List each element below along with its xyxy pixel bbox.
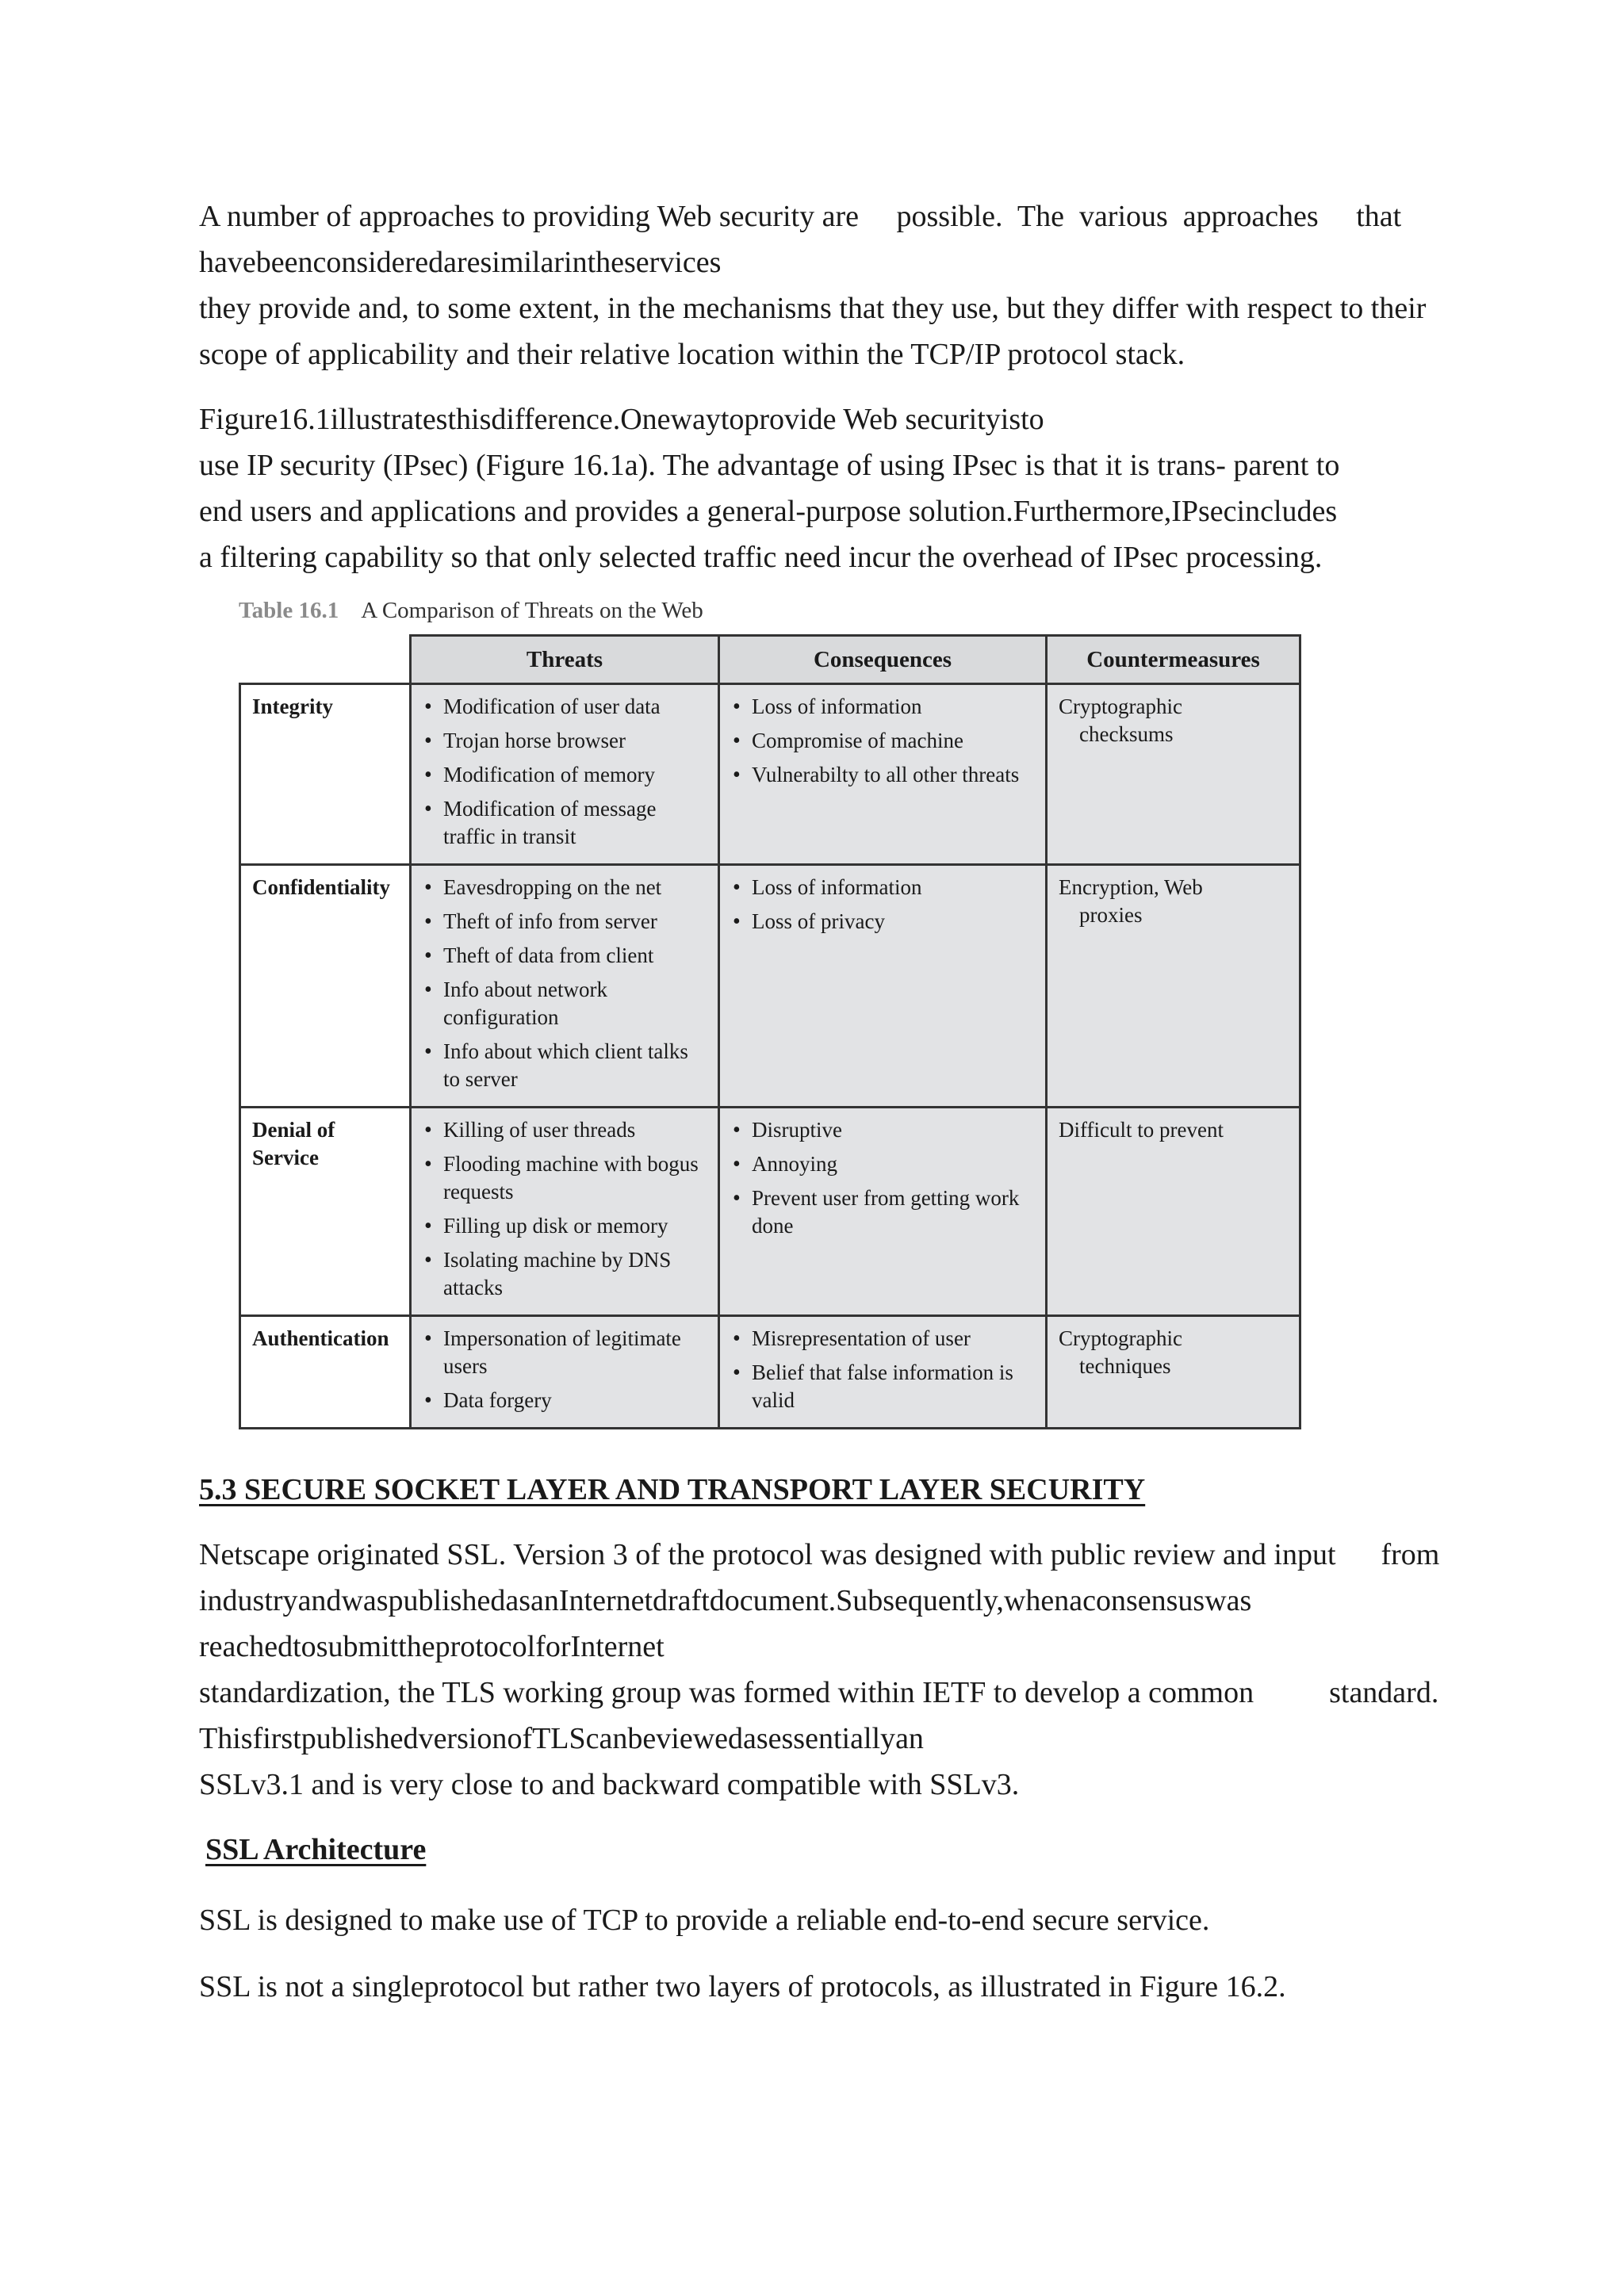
word: a bbox=[1069, 1584, 1083, 1617]
word: in bbox=[564, 246, 588, 279]
word: as bbox=[743, 1722, 768, 1755]
word: 16.1 bbox=[278, 403, 331, 436]
word: was bbox=[1205, 1584, 1252, 1617]
row-label: Confidentiality bbox=[240, 865, 411, 1108]
list-item: • Misrepresentation of user bbox=[731, 1325, 1034, 1353]
list-item: • Loss of privacy bbox=[731, 908, 1034, 936]
list-item: • Impersonation of legitimate users bbox=[423, 1325, 707, 1380]
countermeasure-text: Cryptographic bbox=[1059, 1326, 1182, 1350]
column-header-threats: Threats bbox=[411, 636, 719, 684]
text-line: SSL is designed to make use of TCP to provide a reliable end-to-end secure service. bbox=[199, 1904, 1210, 1937]
text-line-justified bbox=[199, 1578, 1438, 1624]
word: and bbox=[297, 1584, 342, 1617]
paragraph-approaches bbox=[199, 193, 1438, 377]
row-label: Integrity bbox=[240, 684, 411, 865]
list-item: • Theft of info from server bbox=[423, 908, 707, 936]
table-caption bbox=[239, 593, 1301, 628]
text-line: a filtering capability so that only selected traffic need incur the overhead of IPsec processing. bbox=[199, 541, 1323, 574]
threats-list bbox=[423, 1116, 707, 1302]
threats-table bbox=[239, 634, 1301, 1429]
text-line-justified bbox=[199, 239, 1438, 285]
list-item: • Loss of information bbox=[731, 693, 1034, 721]
threats-cell bbox=[411, 1108, 719, 1316]
word: similar bbox=[480, 246, 565, 279]
word: this bbox=[447, 403, 492, 436]
consequences-cell bbox=[719, 1108, 1047, 1316]
threats-cell bbox=[411, 1316, 719, 1429]
table-row bbox=[240, 684, 1300, 865]
countermeasures-cell bbox=[1047, 1108, 1300, 1316]
table-row bbox=[240, 865, 1300, 1108]
word: provide Web security bbox=[744, 403, 1001, 436]
countermeasure-text-continued: proxies bbox=[1079, 903, 1143, 927]
countermeasures-cell bbox=[1047, 1316, 1300, 1429]
threats-cell bbox=[411, 684, 719, 865]
text-line: scope of applicability and their relative location within the TCP/IP protocol stack. bbox=[199, 338, 1185, 371]
paragraph-figure-16-1 bbox=[199, 396, 1438, 580]
threats-list bbox=[423, 874, 707, 1093]
paragraph-ssl-layers bbox=[199, 1964, 1438, 2010]
word: published bbox=[388, 1584, 506, 1617]
list-item: • Eavesdropping on the net bbox=[423, 874, 707, 901]
countermeasure-text-continued: techniques bbox=[1079, 1354, 1171, 1378]
list-item: • Info about which client talks to server bbox=[423, 1038, 707, 1093]
word: of bbox=[507, 1722, 533, 1755]
list-item: • Belief that false information is valid bbox=[731, 1359, 1034, 1414]
word: document. bbox=[709, 1584, 837, 1617]
word: Figure bbox=[199, 403, 278, 436]
word: Internet bbox=[558, 1584, 653, 1617]
table-row bbox=[240, 1108, 1300, 1316]
subheading-block bbox=[205, 1827, 1445, 1872]
consequences-list bbox=[731, 874, 1034, 936]
word: end users and applications and provides a general-purpose solution. bbox=[199, 495, 1013, 528]
table-caption-number: Table 16.1 bbox=[239, 598, 339, 623]
text-line: Netscape originated SSL. Version 3 of the protocol was designed with public review and input from bbox=[199, 1538, 1440, 1571]
consequences-list bbox=[731, 693, 1034, 789]
list-item: • Data forgery bbox=[423, 1387, 707, 1414]
word: draft bbox=[653, 1584, 710, 1617]
list-item: • Info about network configuration bbox=[423, 976, 707, 1031]
word: services bbox=[624, 246, 722, 279]
text-line: use IP security (IPsec) (Figure 16.1a). The advantage of using IPsec is that it is trans- parent to bbox=[199, 449, 1340, 482]
list-item: • Modification of memory bbox=[423, 761, 707, 789]
list-item: • Vulnerabilty to all other threats bbox=[731, 761, 1034, 789]
word: been bbox=[255, 246, 313, 279]
text-line: SSLv3.1 and is very close to and backward compatible with SSLv3. bbox=[199, 1768, 1020, 1801]
word: viewed bbox=[656, 1722, 743, 1755]
list-item: • Prevent user from getting work done bbox=[731, 1184, 1034, 1240]
word: illustrates bbox=[330, 403, 448, 436]
threats-list bbox=[423, 693, 707, 851]
word: for bbox=[535, 1630, 571, 1663]
list-item: • Filling up disk or memory bbox=[423, 1212, 707, 1240]
word: difference. bbox=[491, 403, 621, 436]
list-item: • Annoying bbox=[731, 1150, 1034, 1178]
word: an bbox=[530, 1584, 559, 1617]
word: version bbox=[418, 1722, 508, 1755]
paragraph-ssl-tcp bbox=[199, 1897, 1438, 1943]
text-line-justified bbox=[199, 396, 1438, 442]
word: are bbox=[443, 246, 481, 279]
word: was bbox=[341, 1584, 389, 1617]
word: industry bbox=[199, 1584, 298, 1617]
countermeasures-cell bbox=[1047, 865, 1300, 1108]
word: published bbox=[301, 1722, 419, 1755]
list-item: • Disruptive bbox=[731, 1116, 1034, 1144]
list-item: • Flooding machine with bogus requests bbox=[423, 1150, 707, 1206]
word: This bbox=[199, 1722, 253, 1755]
list-item: • Trojan horse browser bbox=[423, 727, 707, 755]
word: to bbox=[720, 403, 745, 436]
word: submit bbox=[316, 1630, 399, 1663]
list-item: • Isolating machine by DNS attacks bbox=[423, 1246, 707, 1302]
text-line-justified bbox=[199, 1716, 1438, 1762]
word: to bbox=[293, 1630, 316, 1663]
list-item: • Modification of user data bbox=[423, 693, 707, 721]
countermeasures-cell bbox=[1047, 684, 1300, 865]
word: TLS bbox=[532, 1722, 586, 1755]
consequences-list bbox=[731, 1116, 1034, 1240]
table-corner bbox=[240, 636, 411, 684]
word: the bbox=[587, 246, 625, 279]
column-header-consequences: Consequences bbox=[719, 636, 1047, 684]
word: is bbox=[1000, 403, 1021, 436]
word: IPsec bbox=[1171, 495, 1237, 528]
list-item: • Theft of data from client bbox=[423, 942, 707, 970]
word: an bbox=[895, 1722, 924, 1755]
word: considered bbox=[312, 246, 444, 279]
paragraph-ssl-history bbox=[199, 1532, 1438, 1808]
text-line: standardization, the TLS working group was formed within IETF to develop a common standard. bbox=[199, 1676, 1439, 1709]
list-item: • Modification of message traffic in transit bbox=[423, 795, 707, 851]
table-caption-title: A Comparison of Threats on the Web bbox=[361, 598, 703, 623]
text-line: A number of approaches to providing Web security are possible. The various approaches that bbox=[199, 200, 1402, 233]
consequences-cell bbox=[719, 1316, 1047, 1429]
word: first bbox=[252, 1722, 301, 1755]
list-item: • Compromise of machine bbox=[731, 727, 1034, 755]
text-line: SSL is not a singleprotocol but rather two layers of protocols, as illustrated in Figure 16.2. bbox=[199, 1970, 1286, 2003]
consequences-cell bbox=[719, 684, 1047, 865]
countermeasure-text-continued: checksums bbox=[1079, 722, 1174, 746]
word: be bbox=[627, 1722, 657, 1755]
table-row bbox=[240, 1316, 1300, 1429]
word: have bbox=[199, 246, 256, 279]
section-heading-block bbox=[199, 1468, 1438, 1512]
consequences-cell bbox=[719, 865, 1047, 1108]
word: Internet bbox=[570, 1630, 665, 1663]
list-item: • Killing of user threads bbox=[423, 1116, 707, 1144]
row-label: Denial of Service bbox=[240, 1108, 411, 1316]
text-line: they provide and, to some extent, in the mechanisms that they use, but they differ with respect to their bbox=[199, 292, 1427, 325]
threats-list bbox=[423, 1325, 707, 1414]
word: consensus bbox=[1082, 1584, 1205, 1617]
word: protocol bbox=[435, 1630, 536, 1663]
text-line-justified bbox=[199, 488, 1438, 534]
word: Furthermore, bbox=[1013, 495, 1172, 528]
table-figure bbox=[239, 593, 1301, 1429]
section-heading: 5.3 SECURE SOCKET LAYER AND TRANSPORT LAYER SECURITY bbox=[199, 1473, 1146, 1506]
word: essentially bbox=[768, 1722, 896, 1755]
row-label: Authentication bbox=[240, 1316, 411, 1429]
countermeasure-text: Difficult to prevent bbox=[1059, 1118, 1224, 1142]
word: One bbox=[620, 403, 671, 436]
consequences-list bbox=[731, 1325, 1034, 1414]
text-line-justified bbox=[199, 1624, 1438, 1670]
word: can bbox=[585, 1722, 628, 1755]
word: when bbox=[1003, 1584, 1070, 1617]
column-header-countermeasures: Countermeasures bbox=[1047, 636, 1300, 684]
word: the bbox=[398, 1630, 435, 1663]
word: way bbox=[670, 403, 721, 436]
table-header-row bbox=[240, 636, 1300, 684]
word: includes bbox=[1236, 495, 1338, 528]
word: Subsequently, bbox=[836, 1584, 1004, 1617]
word: to bbox=[1021, 403, 1044, 436]
ssl-architecture-heading: SSL Architecture bbox=[205, 1833, 427, 1866]
word: as bbox=[505, 1584, 530, 1617]
threats-cell bbox=[411, 865, 719, 1108]
list-item: • Loss of information bbox=[731, 874, 1034, 901]
countermeasure-text: Encryption, Web bbox=[1059, 875, 1203, 899]
word: reached bbox=[199, 1630, 293, 1663]
countermeasure-text: Cryptographic bbox=[1059, 695, 1182, 718]
